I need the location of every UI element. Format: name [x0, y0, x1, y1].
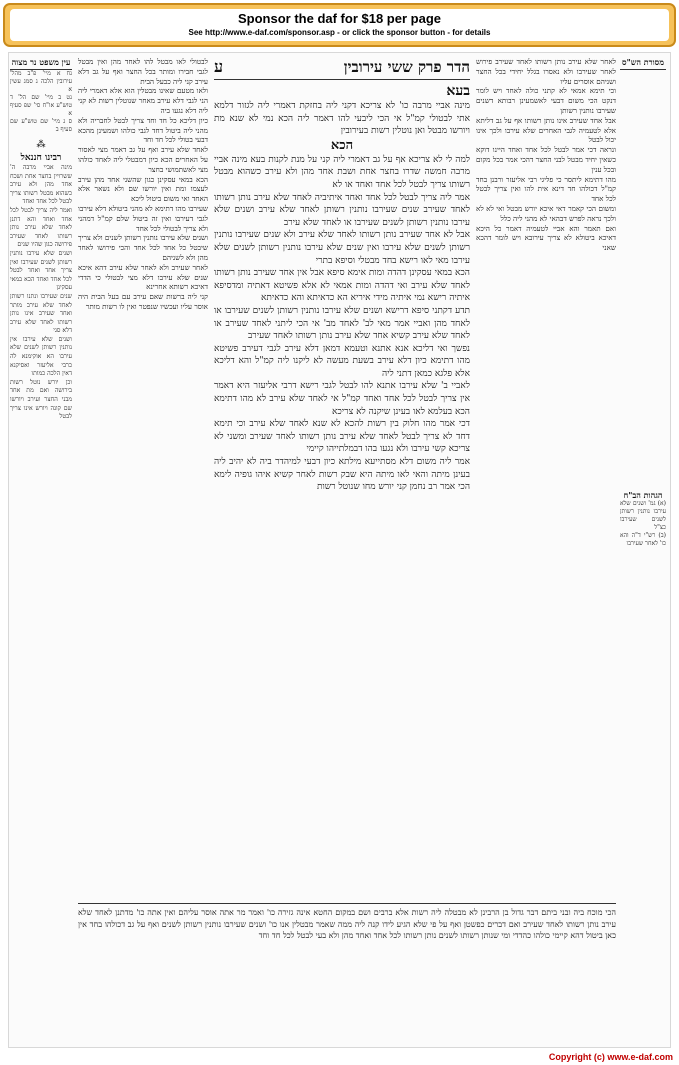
opening-word: בעא	[446, 83, 470, 99]
copyright-link[interactable]: Copyright (c) www.e-daf.com	[548, 1052, 673, 1062]
right-margin-column	[620, 57, 666, 1047]
chapter-title: הדר פרק ששי עירובין	[343, 57, 470, 76]
sponsor-title[interactable]: Sponsor the daf for $18 per page	[238, 11, 441, 26]
ein-mishpat-note: נט ב מיי' שם הל' ד טוש"ע או"ח סי' שפ סעיף א	[10, 94, 72, 117]
masoret-hashas-heading: מסורת הש"ס	[620, 57, 666, 70]
sponsor-banner[interactable]	[3, 3, 676, 47]
gemara-paragraph: הכא במאי עסקינן דהדה ומות אימא סיפא אבל אין אחד שעירב נותן רשותו לאחד שלא עירב ואי דהדה ומות אמאי לא אלא פשיטא דאתיה ומדסיפא איתיה רישא נמי איתיה מידי איריא הא כדאיתא והא כדאיתא	[214, 268, 470, 304]
gemara-paragraph: נפשך ואי דליכא אנא אתנא וטעמא דמאן דלא עירב לגבי דעירב פשיטא מהו דתימא כיון דלא עירב בשעת מעשה לא ליקנו ליה קמ"ל והא דליכא אלא פלגא כמאן דתני ליה	[214, 343, 470, 379]
rashi-paragraph: קני ליה ברשות שאם עירב עם בעל הבית היה אוסר עליו ועכשיו שנפטר ואין לו רשות מותר	[78, 292, 208, 311]
ein-mishpat-heading: עין משפט נר מצוה	[10, 57, 72, 70]
bottom-commentary-text: הכי מוכח ביה ובני ביתם דבר גדול בן הרבינן לא מבטלה ליה רשות אלא ברבים ושם במקום החטא אינה גזירה כו' ואמר מר אתה אוסר עליהם ואין אתה כו' מדתנן לאחד שלא עירב נותן רשותו לאחד שעירב ואם דברים כפשטן ואף על פי שלא הגיע לידו קנה ליה ממה שאמר מבטלין אנו כו' ושנים שעירבו נותנין רשותן לשנים ואף על גב דכולהו בחד אין כאן ביטול דהא קיימי כולהו כהדדי ומי שנותן רשותו לשנים נותן רשותו לכל אחד ואחד מהן ולא בעי לבטל לכל חד וחד	[78, 908, 616, 940]
tosafot-paragraph: וכי תימא אמאי לא קתני כולה לאחד ויש לומר דנקט הכי משום דבעי לאשמעינן רבותא דשנים שעירבו נותנין רשותן	[476, 86, 616, 115]
bottom-commentary	[78, 903, 616, 1041]
rabbeinu-chananel-heading: רבינו חננאל	[20, 153, 62, 163]
gemara-paragraph: אמר ליה משום דלא מסתייעא מילתא כיון דבעי למיהדר ביה לא יהיב ליה בעינן מיתה והאי לאו מיתה היא שבק רשות לאחר קשיא איהו גופיה לימא הכי אמר רב נחמן קני יורש מחו שנוטל רשות	[214, 457, 470, 493]
chananel-paragraph: מינה אביי מרבה ה' ששרויין בחצר אחת ושכח אחד מהן ולא עירב כשהוא מבטל רשותו צריך לבטל לכל אחד ואחד	[10, 164, 72, 206]
tosafot-paragraph: ואם תאמר והא אביי לטעמיה דאמר כל היכא דאיכא ביטולא לא צריך עירובא ויש לומר דהכא שאני	[476, 223, 616, 253]
hagahot-note: (א) גמ' ושנים שלא עירבו נותנין רשותן לשנים שעירבו כצ"ל	[620, 500, 666, 531]
hagahot-habach-heading: הגהות הב"ח	[623, 490, 663, 500]
rashi-paragraph: הכא במאי עסקינן כגון שהשני אחד מהן עירב לעצמו ומת ואין יורשו שם ולא נשאר אלא האחד ואי משום ביטול ליכא	[78, 174, 208, 204]
page-header	[214, 55, 470, 80]
sponsor-banner-inner[interactable]	[10, 9, 669, 41]
chananel-paragraph: ושנים שלא עירבו אין נותנין רשותן לשנים שלא עירבו הא אוקימנא לה כרבי אליעזר ואסיקנא דאין הלכה כמותו	[10, 335, 72, 378]
hagahot-note: (ב) רש"י ד"ה והא כו' לאחר שעירבו	[620, 532, 666, 547]
gemara-paragraph: לאביי ב' שלא עירבו אתנא להו לבטל לגבי רישא דרבי אליעזר היא דאמר אין צריך לבטל לכל אחד ואחד קמ"ל אי לאחד שלא עירב לא מהו דתימא הכא בעלמא לאו בעינן שיקנה לא צריכא	[214, 381, 470, 417]
tosafot-paragraph: אבל אחד שעירב אינו נותן רשותו אף על גב דליתא אלא לטעמיה לגבי האחרים שלא עירבו ולכך אינו יכול לבטל	[476, 115, 616, 145]
chananel-paragraph: ושנים שלא עירבו נותנין רשותן לשנים שעירבו ואין צריך אחד ואחד לבטל לכל אחד ואחד הכא במאי עסקינן	[10, 249, 72, 292]
gemara-column	[214, 55, 470, 897]
rashi-paragraph: כיון דליכא כל חד וחד צריך לבטל לחבריה ולא מהני ליה ביטול דחד לגבי כולהו ושמעינן מהכא דבעי בטולי לכל חד וחד	[78, 115, 208, 145]
ornament-divider: ⁂	[36, 140, 46, 150]
rashi-paragraph: ולאו מטעם שאינו מבטלין הוא אלא דאמרי ליה הני לגבי דלא עירב מאחר שנוטלין רשות לא קני ליה דלא נגעו ביה	[78, 86, 208, 115]
gemara-paragraph: למה לי לא צריכא אף על גב דאמרי ליה קני על מנת לקנות בעא מינה אביי מרבה חמשה שדרו בחצר אחת ושבת אחד מהן ולא עירב כשהוא מבטל רשותו צריך לבטל לכל אחד ואחד או לא	[214, 154, 470, 190]
section-word: הכא	[330, 137, 354, 153]
gemara-paragraph: תדע דקתני סיפא דרישא ושנים שלא עירבו נותנין רשותן לשנים שעירבו או לאחד מהן ואביי אמר מאי לב' לאחד מב' אי הכי ליתני לאחד שעירב או לאחד שלא עירב קשיא אחד שלא עירב נותן רשותו לאחד שעירב	[214, 305, 470, 342]
chananel-paragraph: וכן יורש נוטל רשות בירושה ואם מת אחד מבני החצר ועירב ויורשו שם קונה ויורש אינו צריך לבטל	[10, 378, 72, 421]
rashi-column	[78, 57, 208, 897]
rashi-paragraph: לבטולי לאו מבטל להו לאחד מהן ואין מבטל לגבי חבירו ומותר בכל החצר ואף על גב דלא עירב קני ליה כבעל הבית	[78, 57, 208, 86]
tosafot-paragraph: ומשום הכי קאמר דאי איכא יורש מבטל ואי לא לא ולכך נראה לפרש דבהאי לא מהני ליה כלל	[476, 203, 616, 223]
left-margin-column	[10, 57, 72, 1043]
margin-spacer	[620, 70, 666, 490]
rashi-paragraph: לאחד שלא עירב ואף על גב דאמר מצי לאסור על האחרים הכא כיון דמבטלי ליה לאחד כולהו מצי לאשתמושי בחצר	[78, 145, 208, 174]
sponsor-subtitle[interactable]: See http://www.e-daf.com/sponsor.asp - or click the sponsor button - for details	[188, 28, 491, 37]
gemara-paragraph: דכי אמר מהו חלוק בין רשות להכא לא שנא לאחד שלא עירב וכי תימא דחד לא צריך לבטל לאחד שלא עירב נותן רשותו לאחד שעירב ומשני לא צריכא קשי עירבו ולא נגעו בהו דבמלתייהו קיימי	[214, 419, 470, 455]
tosafot-paragraph: לאחר שלא עירב נותן רשותו לאחד שעירב פירוש לאחר שעירבו ולא נאסרו בגלל יחידי בכל החצר ושניהם אוסרים עליו	[476, 57, 616, 86]
gemara-paragraph: מינה אביי מרבה כו' לא צריכא דקני ליה בחזקת דאמרי ליה לגזור דלמא אתי לבטולי קמ"ל אי הכי ליבעי להו דאמר ליה הכא נמי לא שנא מת ויורשו מבטל ואן נוטלין רשות בעירובין	[214, 101, 470, 137]
tosafot-paragraph: מהו דתימא ליתסר כי פליגי רבי אליעזר ורבנן בחד קמ"ל דכולהו חד דינא אית להו ואין צריך לבטל לכל אחד	[476, 174, 616, 204]
ein-mishpat-note: נח א מיי' פ"ב מהל' עירובין הלכה ג סמג עשין א	[10, 70, 72, 93]
ein-mishpat-note: ס ג מיי' שם טוש"ע שם סעיף ב	[10, 118, 72, 133]
gemara-paragraph: אמר ליה צריך לבטל לכל אחד ואחד איתיביה לאחד שלא עירב נותן רשותו לאחד שעירב שנים שעירבו נותנין רשותן לאחד שלא עירב ושנים שלא עירבו נותנין רשותן לשנים שעירבו או לאחד שלא עירב	[214, 192, 470, 228]
tosafot-paragraph: ונראה דכי אמר לבטל לכל אחד ואחד היינו דוקא כשאין יחיד מבטל לבני החצר דהכי אמר בכל מקום ובכל ענין	[476, 145, 616, 174]
chananel-paragraph: שנים שעירבו ונתנו רשותן לאחד שלא עירב מותר ואחד שעירב אינו נותן רשותו לאחד שלא עירב דלא סגי	[10, 292, 72, 335]
gemara-paragraph: אבל לא אחד שעירב נותן רשותו לאחד שלא עירב ולא שנים שעירבו נותנין רשותן לשנים שלא עירבו ואין שנים שלא עירבו נותנין רשותן לשנים שלא עירבו מאי לאו רישא בחד מבטלי וסיפא בתרי	[214, 230, 470, 266]
page-number: ע	[214, 57, 224, 76]
rashi-paragraph: לאחר שעירב ולא לאחר שלא עירב דהא איכא שנים שלא עירבו דלא מצי לבטולי כי הדדי דאיכא רשותא אחרינא	[78, 262, 208, 292]
chananel-paragraph: ואמר ליה צריך לבטל לכל אחד ואחד והא דתנן לאחד שלא עירב נותן רשותו לאחד שעירב פירושה כגון שהיו שנים	[10, 206, 72, 249]
rashi-paragraph: שעירבו מהו דתימא לא מהני ביטולא דלא עירבו לגבי דעירבו ואין זה ביטול שלם קמ"ל דמהני ולא צריך לבטולי לכל אחד	[78, 203, 208, 233]
tosafot-column	[476, 57, 616, 897]
rashi-paragraph: ושנים שלא עירבו נותנין רשותן לשנים ולא צריך שיבטל כל אחד לכל אחד והכי פירושו לאחד מהן ולא לשניהם	[78, 233, 208, 262]
talmud-page	[8, 52, 671, 1048]
